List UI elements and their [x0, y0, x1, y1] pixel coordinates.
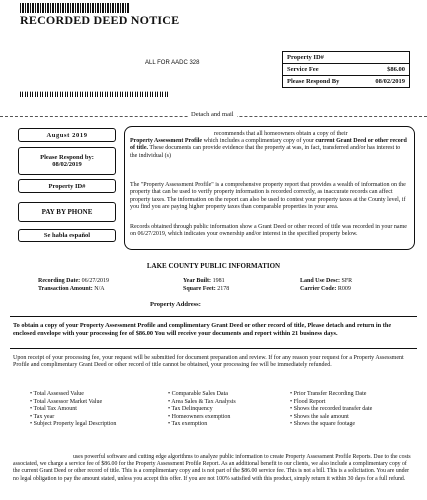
notice-p2: The "Property Assessment Profile" is a comprehensive property report that provides a wealth of information on the property that can be used to verify property information is recorded correctly, as inaccurate records can affect property taxes. The information on the report can also be used to contest your property taxes at the County level, if you find you are paying higher property taxes than comparable properties in your area.	[130, 182, 406, 211]
bullet-list-3	[290, 391, 372, 429]
fee-value: 08/02/2019	[375, 78, 405, 85]
fee-label: Please Respond By	[287, 78, 340, 85]
pay-by-phone-label: PAY BY PHONE	[41, 208, 93, 216]
bullet-list-2	[168, 391, 236, 429]
info-label: Carrier Code:	[300, 285, 337, 292]
notice-p1-start: recommends that all homeowners obtain a copy of their	[214, 131, 348, 137]
processing-paragraph: Upon receipt of your processing fee, your request will be submitted for document preparation and review. If for any reason your request for a Property Assessment Profile and complimentary Grant Deed or other record of title cannot be obtained, your processing fee will be immediately refunded.	[13, 355, 404, 369]
respond-date: 08/02/2019	[52, 161, 82, 168]
respond-box	[18, 147, 116, 175]
list-item: • Tax exemption	[168, 421, 236, 429]
property-id-box	[18, 179, 116, 193]
info-value: 2178	[217, 285, 230, 292]
fee-value: $86.00	[387, 66, 405, 73]
notice-bold: current Grant Deed or other record of title.	[130, 138, 407, 152]
info-col-1	[38, 278, 109, 293]
list-item: • Comparable Sales Data	[168, 391, 236, 399]
fee-row-service-fee	[283, 64, 409, 76]
info-value: 1981	[212, 278, 225, 284]
info-label: Land Use Desc:	[300, 278, 340, 284]
info-col-2	[183, 278, 229, 293]
notice-bold: Property Assessment Profile	[130, 138, 203, 144]
spanish-box	[18, 229, 116, 242]
detach-label: Detach and mail	[188, 111, 237, 118]
notice-text: which includes a complimentary copy of your	[203, 138, 314, 144]
info-col-3	[300, 278, 352, 293]
list-item: • Total Tax Amount	[30, 406, 116, 414]
list-item: • Subject Property legal Description	[30, 421, 116, 429]
postal-barcode	[20, 88, 170, 97]
for-line: ALL FOR AADC 328	[145, 60, 200, 66]
fee-label: Service Fee	[287, 66, 319, 73]
list-item: • Total Assessed Value	[30, 391, 116, 399]
property-address-label: Property Address:	[150, 301, 201, 308]
list-item: • Homeowners exemption	[168, 414, 236, 422]
fee-label: Property ID#	[287, 54, 324, 61]
info-value: R009	[337, 285, 351, 292]
info-label: Recording Date:	[38, 278, 81, 284]
info-value: N/A	[94, 285, 105, 292]
list-item: • Shows the recorded transfer date	[290, 406, 372, 414]
notice-text: These documents can provide evidence that the property at was, in fact, transferred and/or has interest to the individual (s)	[130, 145, 401, 159]
notice-p3: Records obtained through public information show a Grant Deed or other record of title was recorded in your name on 06/27/2019, which indicates your ownership and/or interest in the specified property below.	[130, 224, 407, 238]
barcode	[20, 3, 130, 13]
list-item: • Shows the square footage	[290, 421, 372, 429]
divider	[10, 316, 417, 317]
date-label: August 2019	[46, 131, 88, 139]
list-item: • Area Sales & Tax Analysis	[168, 399, 236, 407]
date-box	[18, 128, 116, 142]
info-value: 06/27/2019	[81, 278, 109, 284]
fee-box	[282, 51, 410, 88]
list-item: • Prior Transfer Recording Date	[290, 391, 372, 399]
pay-by-phone-box	[18, 202, 116, 222]
list-item: • Total Assessor Market Value	[30, 399, 116, 407]
info-label: Year Built:	[183, 278, 212, 284]
respond-label: Please Respond by:	[40, 154, 94, 161]
disclaimer-paragraph	[13, 454, 415, 483]
list-item: • Tax Delinquency	[168, 406, 236, 414]
list-item: • Tax year	[30, 414, 116, 422]
fee-row-respond-by	[283, 76, 409, 87]
spanish-label: Se habla español	[43, 232, 91, 239]
property-id-label: Property ID#	[48, 182, 86, 190]
call-to-action: To obtain a copy of your Property Assessment Profile and complimentary Grant Deed or other record of title, Please detach and return in the enclosed envelope with your processing fee of $86.00 You will receive your documents and report within 21 business days.	[13, 322, 392, 337]
info-label: Transaction Amount:	[38, 285, 93, 292]
divider	[10, 348, 417, 349]
bullet-list-1	[30, 391, 116, 429]
fee-row-property-id	[283, 52, 409, 64]
info-value: SFR	[341, 278, 353, 284]
list-item: • Flood Report	[290, 399, 372, 407]
notice-p1	[130, 138, 408, 160]
page-title: RECORDED DEED NOTICE	[20, 13, 180, 27]
list-item: • Shows the sale amount	[290, 414, 372, 422]
section-heading: LAKE COUNTY PUBLIC INFORMATION	[146, 262, 281, 270]
info-label: Square Feet:	[183, 285, 216, 292]
disclaimer-text: uses powerful software and cutting edge algorithms to analyze public information to create Property Assessment Profile Reports. Due to the costs associated, we charge a service fee of $86.00 for the Property Assessment Profile Report. As an additional benefit to our clients, we also include a complimentary copy of the current Grant Deed or other record of title. This is a complimentary copy and is not part of the $86.00 service fee. This is not a bill. This is a solicitation. You are under no legal obligation to pay the amount stated, unless you accept this offer. If you are not 100% satisfied with this product, simply return it within 30 days for a full refund.	[13, 454, 411, 482]
